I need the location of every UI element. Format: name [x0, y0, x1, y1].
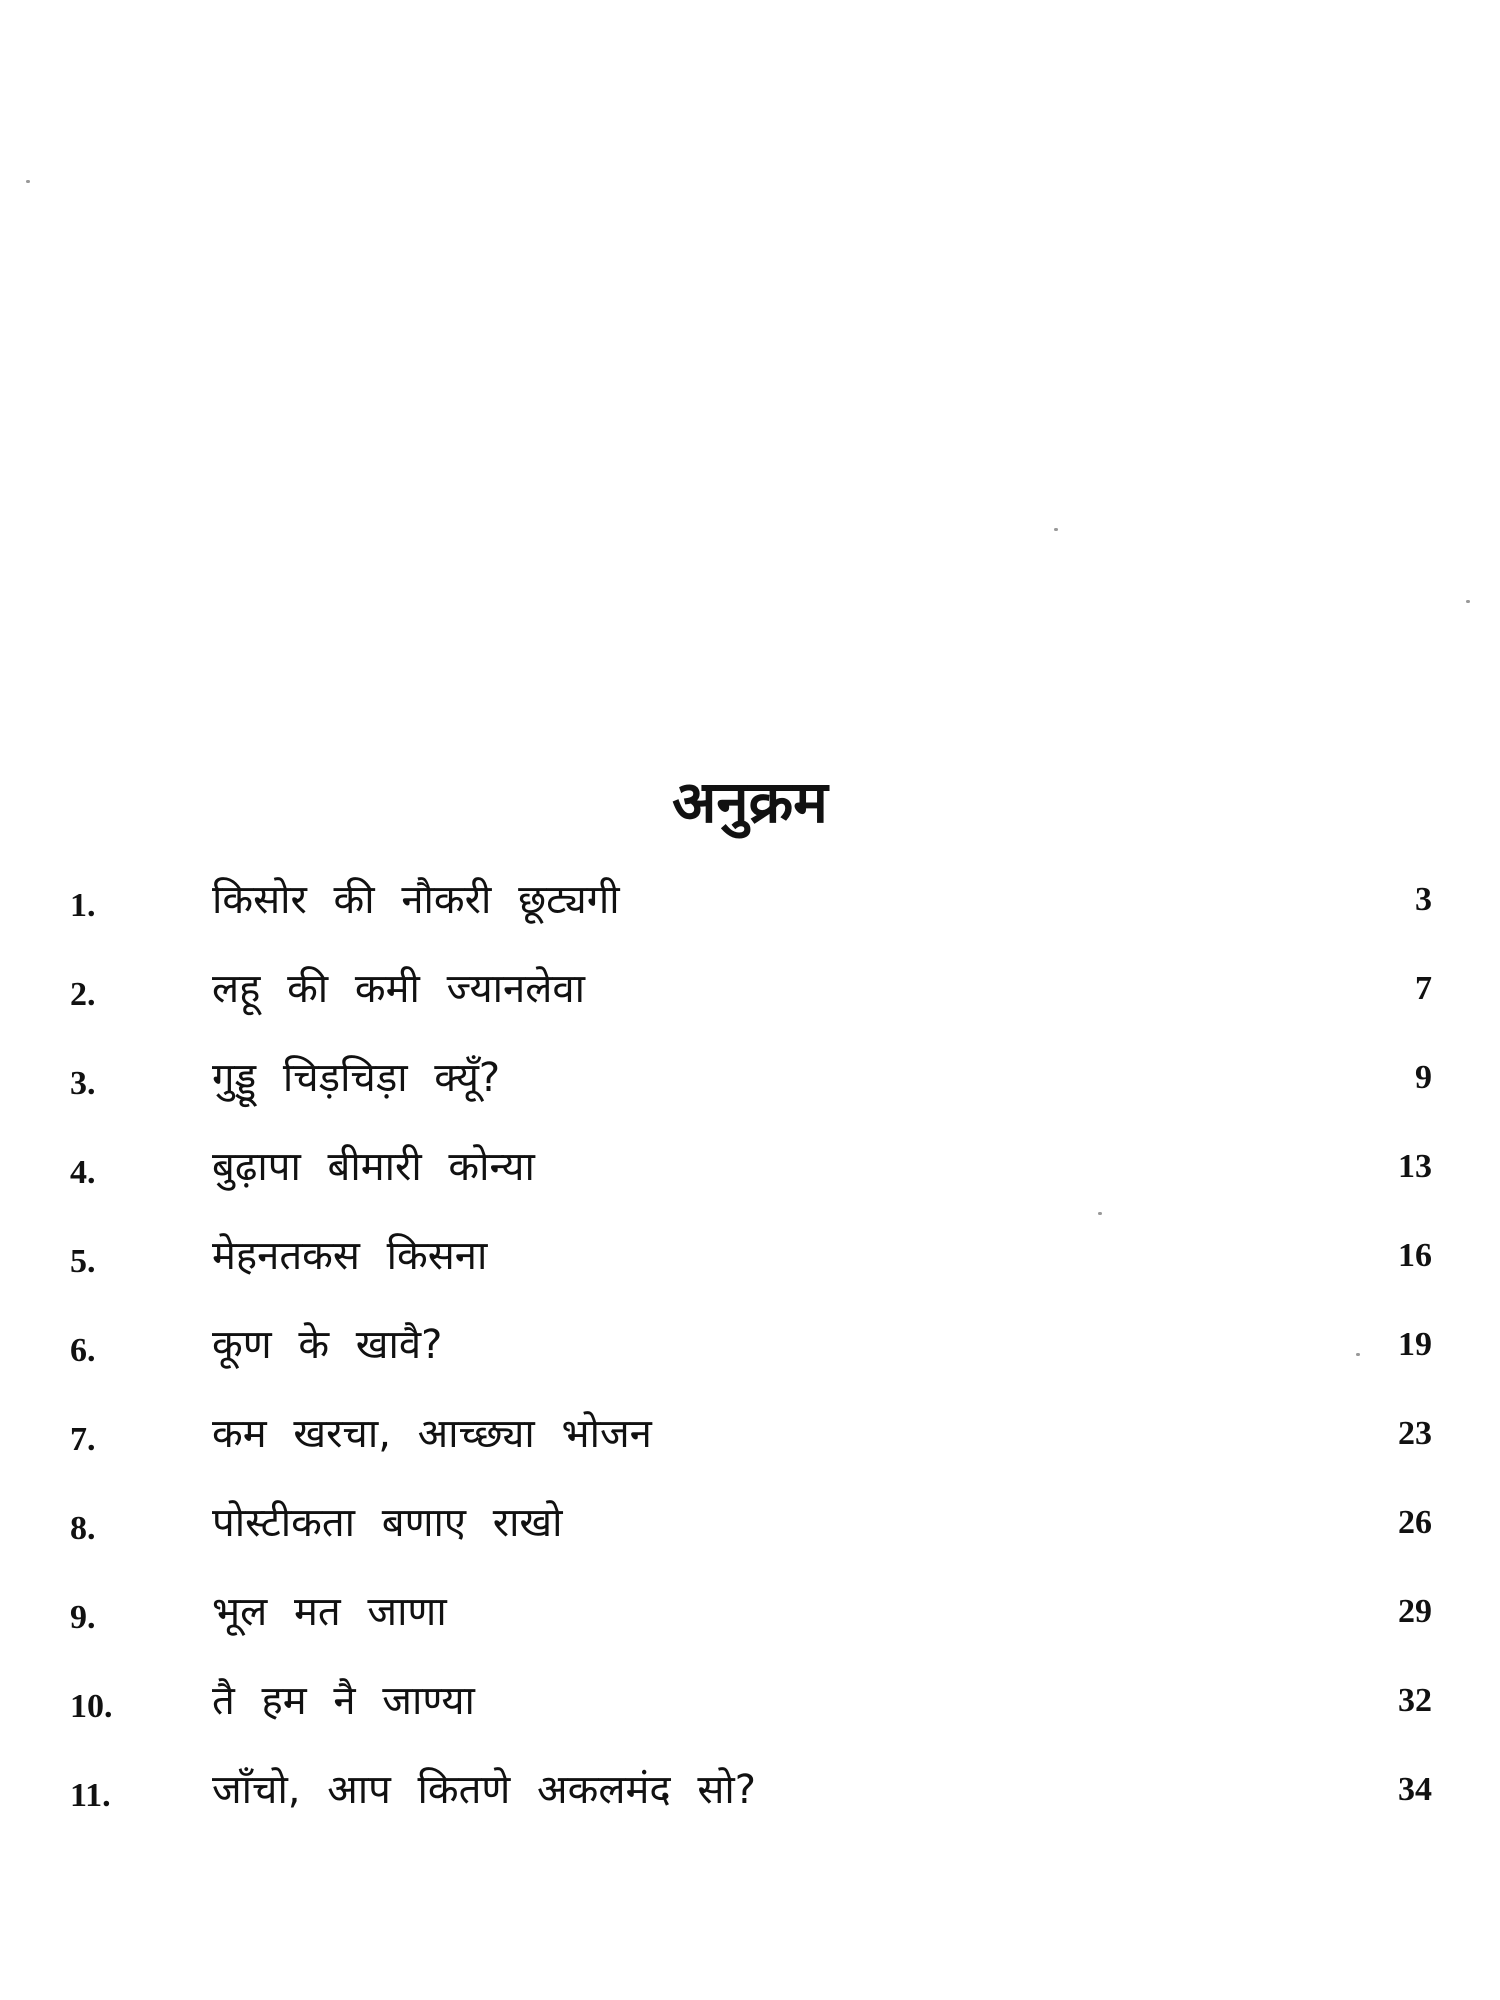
entry-title: कूण के खावै?: [212, 1322, 443, 1368]
entry-page-number: 23: [1398, 1415, 1432, 1452]
entry-number: 5.: [70, 1243, 96, 1280]
toc-entry[interactable]: [0, 1491, 1500, 1580]
entry-page-number: 34: [1398, 1771, 1432, 1808]
toc-entry[interactable]: [0, 1135, 1500, 1224]
entry-title: किसोर की नौकरी छूट्यगी: [212, 877, 620, 923]
toc-entry[interactable]: [0, 1313, 1500, 1402]
toc-entry[interactable]: [0, 1224, 1500, 1313]
entry-number: 2.: [70, 976, 96, 1013]
toc-entry[interactable]: [0, 1669, 1500, 1758]
entry-page-number: 26: [1398, 1504, 1432, 1541]
toc-entry[interactable]: [0, 1046, 1500, 1135]
entry-title: भूल मत जाणा: [212, 1589, 447, 1635]
entry-page-number: 16: [1398, 1237, 1432, 1274]
entry-title: बुढ़ापा बीमारी कोन्या: [212, 1144, 535, 1190]
entry-title: तै हम नै जाण्या: [212, 1678, 475, 1724]
scan-speck: [26, 180, 30, 183]
toc-entry[interactable]: [0, 1758, 1500, 1847]
toc-entry[interactable]: [0, 957, 1500, 1046]
entry-page-number: 13: [1398, 1148, 1432, 1185]
entry-title: मेहनतकस किसना: [212, 1233, 488, 1279]
toc-entry[interactable]: [0, 868, 1500, 957]
entry-number: 11.: [70, 1777, 111, 1814]
entry-number: 4.: [70, 1154, 96, 1191]
entry-page-number: 7: [1415, 970, 1432, 1007]
entry-page-number: 3: [1415, 881, 1432, 918]
entry-title: कम खरचा, आच्छ्या भोजन: [212, 1411, 652, 1457]
entry-number: 3.: [70, 1065, 96, 1102]
entry-title: पोस्टीकता बणाए राखो: [212, 1500, 563, 1546]
entry-number: 1.: [70, 887, 96, 924]
entry-title: लहू की कमी ज्यानलेवा: [212, 966, 585, 1012]
entry-page-number: 9: [1415, 1059, 1432, 1096]
entry-title: गुड्डू चिड़चिड़ा क्यूँ?: [212, 1055, 501, 1101]
entry-number: 9.: [70, 1599, 96, 1636]
table-of-contents: [0, 868, 1500, 1847]
entry-number: 10.: [70, 1688, 113, 1725]
entry-number: 6.: [70, 1332, 96, 1369]
entry-title: जाँचो, आप कितणे अकलमंद सो?: [212, 1767, 756, 1813]
toc-entry[interactable]: [0, 1402, 1500, 1491]
toc-entry[interactable]: [0, 1580, 1500, 1669]
entry-number: 7.: [70, 1421, 96, 1458]
entry-page-number: 19: [1398, 1326, 1432, 1363]
page-title: अनुक्रम: [672, 767, 828, 836]
scan-speck: [1054, 528, 1058, 531]
scan-speck: [1466, 600, 1470, 603]
entry-number: 8.: [70, 1510, 96, 1547]
entry-page-number: 29: [1398, 1593, 1432, 1630]
entry-page-number: 32: [1398, 1682, 1432, 1719]
